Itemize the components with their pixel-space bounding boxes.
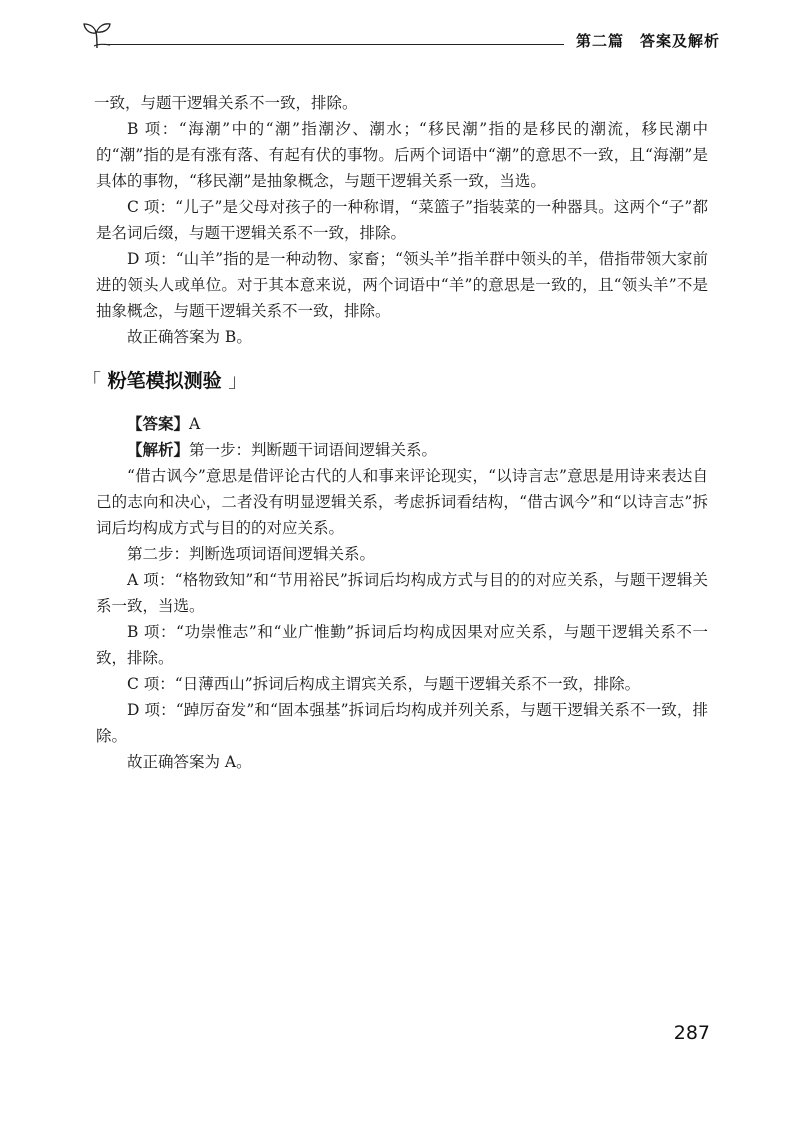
answer-label: 【答案】 <box>127 415 190 433</box>
paragraph-option-b: B 项：“海潮”中的“潮”指潮汐、潮水；“移民潮”指的是移民的潮流，移民潮中的“潮”指的是有涨有落、有起有伏的事物。后两个词语中“潮”的意思不一致，且“海潮”是具体的事物，“移民潮”是抽象概念，与题干逻辑关系一致，当选。 <box>96 120 708 190</box>
paragraph-option-d-2: D 项：“踔厉奋发”和“固本强基”拆词后均构成并列关系，与题干逻辑关系不一致，排除。 <box>96 701 708 745</box>
analysis-first-step: 第一步：判断题干词语间逻辑关系。 <box>189 441 438 459</box>
paragraph-step-two: 第二步：判断选项词语间逻辑关系。 <box>127 545 376 563</box>
paragraph-option-c: C 项：“儿子”是父母对孩子的一种称谓，“菜篮子”指装菜的一种器具。这两个“子”都是名词后缀，与题干逻辑关系不一致，排除。 <box>96 198 708 242</box>
analysis-line <box>96 437 708 463</box>
answer-line <box>96 411 708 437</box>
page-number: 287 <box>673 1022 710 1044</box>
paragraph-continuation: 一致，与题干逻辑关系不一致，排除。 <box>94 94 358 112</box>
sprout-icon <box>80 20 114 50</box>
heading-bracket-close: 」 <box>228 370 248 392</box>
heading-bracket-open: 「 <box>82 370 102 392</box>
paragraph-conclusion-b: 故正确答案为 B。 <box>127 328 252 346</box>
section-heading <box>82 366 708 393</box>
paragraph-option-a: A 项：“格物致知”和“节用裕民”拆词后均构成方式与目的的对应关系，与题干逻辑关系一致，当选。 <box>96 571 708 615</box>
paragraph-stem-analysis: “借古讽今”意思是借评论古代的人和事来评论现实，“以诗言志”意思是用诗来表达自己的志向和决心，二者没有明显逻辑关系，考虑拆词看结构，“借古讽今”和“以诗言志”拆词后均构成方式与目的的对应关系。 <box>96 467 708 537</box>
heading-text: 粉笔模拟测验 <box>107 370 222 392</box>
header-rule <box>104 44 564 45</box>
paragraph-option-c-2: C 项：“日薄西山”拆词后构成主谓宾关系，与题干逻辑关系不一致，排除。 <box>127 675 641 693</box>
analysis-label: 【解析】 <box>127 441 190 459</box>
page-content <box>82 90 708 775</box>
paragraph-conclusion-a: 故正确答案为 A。 <box>127 753 252 771</box>
page-header <box>80 20 720 52</box>
paragraph-option-d: D 项：“山羊”指的是一种动物、家畜；“领头羊”指羊群中领头的羊，借指带领大家前进的领头人或单位。对于其本意来说，两个词语中“羊”的意思是一致的，且“领头羊”不是抽象概念，与题干逻辑关系不一致，排除。 <box>96 250 708 320</box>
paragraph-option-b-2: B 项：“功崇惟志”和“业广惟勤”拆词后均构成因果对应关系，与题干逻辑关系不一致，排除。 <box>96 623 708 667</box>
answer-value: A <box>189 415 201 433</box>
header-title: 第二篇 答案及解析 <box>575 32 720 50</box>
